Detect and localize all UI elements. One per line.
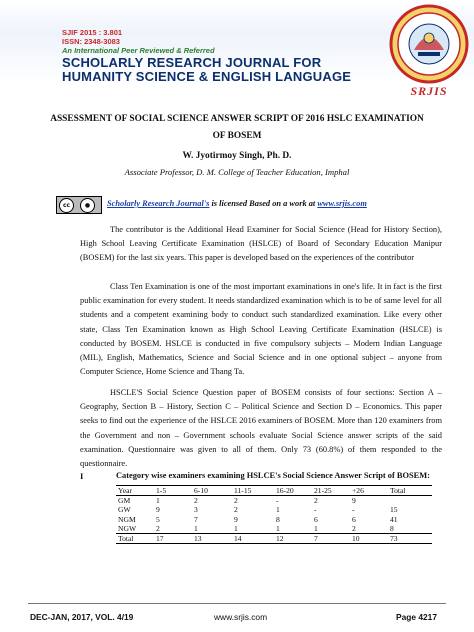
table-header-cell: 21-25: [312, 486, 350, 496]
table-row: [116, 515, 432, 524]
journal-brand: SRJIS: [410, 84, 448, 98]
table-total-row: [116, 534, 432, 544]
author-affiliation: Associate Professor, D. M. College of Teacher Education, Imphal: [124, 167, 350, 177]
table-cell: NGW: [118, 523, 137, 533]
table-cell: -: [352, 505, 355, 515]
journal-link[interactable]: Scholarly Research Journal's: [107, 199, 210, 208]
issn: ISSN: 2348-3083: [62, 37, 120, 46]
table-header-cell: Total: [388, 486, 432, 496]
table-row: [116, 524, 432, 534]
table-header-cell: +26: [350, 486, 388, 496]
paper-title-line2: OF BOSEM: [212, 131, 262, 141]
creative-commons-by-icon[interactable]: [56, 196, 102, 214]
table-cell: 7: [194, 514, 198, 524]
sjif-factor: SJIF 2015 : 3.801: [62, 28, 123, 37]
table-cell: 13: [192, 534, 232, 544]
website-link[interactable]: www.srjis.com: [317, 199, 367, 208]
table-cell: 1: [156, 496, 160, 506]
table-row: [116, 496, 432, 506]
table-cell: 3: [194, 505, 198, 515]
table-cell: 1: [234, 523, 238, 533]
table-cell: 8: [390, 523, 394, 533]
peer-reviewed-tagline: An International Peer Reviewed & Referred: [62, 46, 215, 55]
table-cell: 1: [276, 523, 280, 533]
table-cell: 12: [274, 534, 312, 544]
table-header-cell: Year: [116, 486, 154, 496]
table-cell: 8: [276, 514, 280, 524]
author-name: W. Jyotirmoy Singh, Ph. D.: [182, 151, 292, 161]
table-header-cell: 16-20: [274, 486, 312, 496]
table-cell: 5: [156, 514, 160, 524]
table-cell: GW: [118, 505, 131, 515]
table-cell: 14: [232, 534, 274, 544]
table-cell: 9: [352, 496, 356, 506]
paragraph-3-text: HSCLE'S Social Science Question paper of BOSEM consists of four sections: Section A – Geography, Section B – History, Section C – Political Science and Section D – Economics. This paper seeks to find out the experience of the HSLCE 2016 examiners of BOSEM. More than 120 examiners from the Government and non – Government schools evaluate Social Science answer scripts of the said examination. Questionnaire was given to all of them. Only 73 (60.8%) of them responded to the questionnaire.: [80, 388, 442, 469]
table-cell: 6: [352, 514, 356, 524]
section-number: I: [80, 471, 84, 481]
paragraph-2-text: Class Ten Examination is one of the most important examinations in one's life. It in fact is the first public examination for every student. It needs standardized examination which is to be of same level for all students and a competent examining body to conduct such standardized examination. Like every other state, Class Ten Examination known as High School Leaving Certificate Examination (HSLCE) is conducted by BOSEM. HSLCE is conducted in five compulsory subjects – Modern Indian Language (MIL), English, Mathematics, Science and Social Science and in one optional subject – anyone from Computer Science, Home Science and Thang Ta.: [80, 282, 442, 377]
table-cell: 2: [194, 496, 198, 506]
table-cell: [388, 496, 432, 506]
table-row: [116, 505, 432, 514]
footer-website[interactable]: www.srjis.com: [214, 612, 268, 622]
attribution-icon: ●: [80, 198, 95, 213]
table-header-cell: 1-5: [154, 486, 192, 496]
paper-title-line1: ASSESSMENT OF SOCIAL SCIENCE ANSWER SCRIPT OF 2016 HSLC EXAMINATION: [50, 114, 424, 124]
table-cell: 1: [194, 523, 198, 533]
paragraph-1-text: The contributor is the Additional Head Examiner for Social Science (Head for History Section), High School Leaving Certificate Examination (HSLCE) of Board of Secondary Education Manipur (BOSEM) for the last six years. This paper is developed based on the experiences of the contributor: [80, 225, 442, 263]
paper-title: [50, 111, 424, 145]
table-header-cell: 11-15: [232, 486, 274, 496]
table-cell: 10: [350, 534, 388, 544]
body-paragraph-2: [80, 280, 442, 379]
examiner-table: [116, 485, 432, 544]
table-cell: 2: [156, 523, 160, 533]
page-number: Page 4217: [396, 612, 437, 622]
table-cell: 1: [314, 523, 318, 533]
table-cell: 7: [312, 534, 350, 544]
table-header-row: [116, 486, 432, 496]
table-cell: 73: [388, 534, 432, 544]
journal-title-line2: HUMANITY SCIENCE & ENGLISH LANGUAGE: [62, 69, 352, 84]
journal-title-line1: SCHOLARLY RESEARCH JOURNAL FOR: [62, 55, 322, 70]
body-paragraph-1: [80, 223, 442, 266]
table-cell: 15: [390, 505, 398, 515]
table-header-cell: 6-10: [192, 486, 232, 496]
table-cell: GM: [118, 496, 131, 506]
table-cell: 9: [156, 505, 160, 515]
table-cell: 2: [234, 505, 238, 515]
cc-icon: cc: [59, 198, 74, 213]
table-cell: 1: [276, 505, 280, 515]
table-cell: 2: [234, 496, 238, 506]
table-cell: 6: [314, 514, 318, 524]
table-cell: 17: [154, 534, 192, 544]
table-cell: 2: [314, 496, 318, 506]
section-title: Category wise examiners examining HSLCE's Social Science Answer Script of BOSEM:: [116, 471, 430, 480]
table-cell: 41: [390, 514, 398, 524]
table-cell: 9: [234, 514, 238, 524]
license-statement: [107, 199, 367, 208]
table-cell: -: [314, 505, 317, 515]
table-cell: Total: [116, 534, 154, 544]
table-cell: NGM: [118, 514, 136, 524]
footer-divider: [28, 603, 446, 604]
body-paragraph-3: [80, 386, 442, 471]
issue-info: DEC-JAN, 2017, VOL. 4/19: [30, 612, 134, 622]
license-middle-text: is licensed Based on a work at: [209, 199, 318, 208]
table-cell: 2: [352, 523, 356, 533]
table-cell: -: [276, 496, 279, 506]
